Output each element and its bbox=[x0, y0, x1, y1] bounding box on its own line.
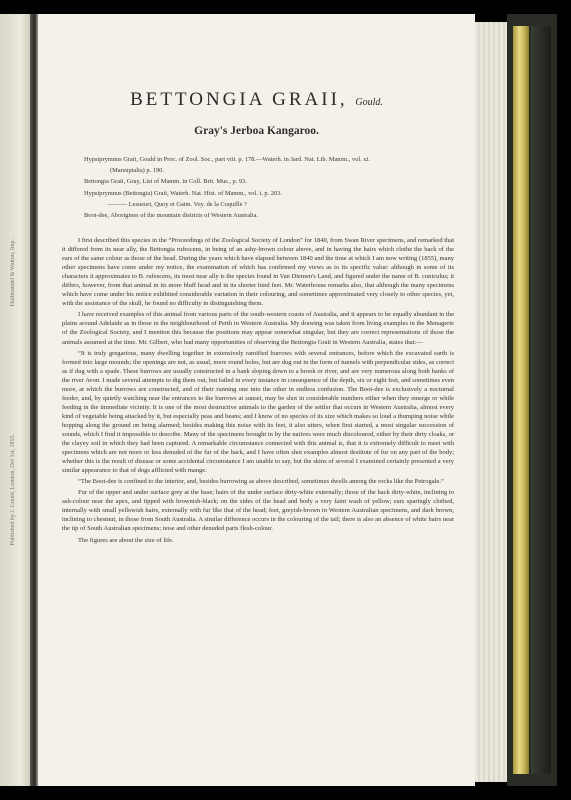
synonym-line: (Marsupialia) p. 190. bbox=[110, 167, 164, 175]
cover-edge bbox=[531, 26, 551, 774]
synonym-line: Boot-dee, Aborigines of the mountain districts of Western Australia. bbox=[84, 212, 259, 220]
synonym-line: Hypsiprymnus Graii, Gould in Proc. of Zool. Soc., part viii. p. 178.—Waterh. in Jard. Nat. Lib. Mamm., vol. xi. bbox=[84, 156, 370, 163]
paragraph: I first described this species in the “Proceedings of the Zoological Society of London” for 1840, from Swan River specimens, and remarked that it differed from its near ally, the Bettongia rufescens, in being of an ashy-brown colour above, and in having the hairs which clothe the back of the ears of the same colour as those of the head. During the years which have elapsed between 1840 and the time at which I am now writing (1855), many other specimens have come under my notice, the examination of which has confirmed my views as to its specific value: although in some of its characters it approximates to B. rufescens, its most near ally is the species found in Van Diemen's Land, and figured under the name of B. cuniculus; it differs, however, from that animal in its more bluff head and in its shorter hind feet. Mr. Waterhouse remarks also, that although the many specimens which have come under his notice exhibited considerable variation in their colouring, and sometimes approximated very closely to other species, yet, with the assistance of the skull, he found no difficulty in distinguishing them. bbox=[62, 237, 454, 308]
printer-note: Hullmandel & Walton, Imp. bbox=[10, 239, 16, 307]
quote-paragraph: “It is truly gregarious, many dwelling together in extensively ramified burrows with several entrances, before which the excavated earth is formed into large mounds; the openings are not, as usual, mere round holes, but are dug out in the form of tunnels with perpendicular sides, as correct as if dug with a spade. These burrows are usually constructed in a bank sloping down to a brook or river, and are very numerous along both banks of the river Avon. I made several attempts to dig them out, but failed in every instance in consequence of the depth, six or eight feet, and sometimes even more, at which the burrows are constructed, and of their running one into the other in endless confusion. The Boot-dee is exclusively a nocturnal feeder, and, by quietly watching near the entrances to the burrows at sunset, may be shot in considerable numbers either when they emerge or while feeding in the immediate vicinity. It is one of the most destructive animals to the garden of the settler that occurs in Western Australia, almost every kind of vegetable being attacked by it, but especially peas and beans; and I know of no species of its size which makes so loud a thumping noise while hopping along the ground on being alarmed; besides making this noise with its feet, it also utters, when first started, a most singular succession of sounds, which I find it impossible to describe. Many of the specimens brought in by the natives were much discoloured, either by their dirty cloaks, or the clayey soil in which they had been captured. A remarkable circumstance connected with this animal is, that it is extremely difficult to meet with specimens which are not more or less denuded of the fur of the back, and I have often shot examples almost destitute of fur on any part of the body; whether this is the result of disease or some accidental circumstance I am unable to say, but the skins of several I examined certainly presented a very similar appearance to that of dogs afflicted with mange. bbox=[62, 349, 454, 475]
paragraph: I have received examples of this animal from various parts of the south-western coasts of Australia, and it appears to be equally abundant in the plains around Adelaide as in those in the neighbourhood of Perth in Western Australia. My drawing was taken from living examples in the Menagerie of the Zoological Society, and I mention this because the positions may appear somewhat singular, but they are correct representations of those the animals assumed at the time. Mr. Gilbert, who had many opportunities of observing the Bettongia Graii in Western Australia, states that:— bbox=[62, 311, 454, 346]
synonym-line: ——— Lesueuri, Quoy et Gaim. Voy. de la Coquille ? bbox=[108, 200, 247, 208]
species-name: BETTONGIA GRAII, bbox=[130, 89, 348, 110]
synonym-line: Hypsiprymnus (Bettongia) Graii, Waterh. Nat. Hist. of Mamm., vol. i. p. 203. bbox=[84, 189, 282, 197]
synonymy-block bbox=[84, 154, 449, 221]
description-paragraph: Fur of the upper and under surface grey at the base; hairs of the under surface dirty-white externally; those of the back dirty-white, inclining to ash-colour near the apex, and tipped with brownish-black; on the sides of the head and body a very faint wash of yellow; ears sparingly clothed, internally with small yellowish hairs, externally with fur like that of the head; feet, greyish-brown in Western Australian specimens, and dark brown, inclining to chestnut, in those from South Australia. A similar difference occurs in the colouring of the tail; there is also an absence of white hairs near the tip of South Australian specimens; nose and other denuded parts flesh-colour. bbox=[62, 489, 454, 533]
page-stack-edges bbox=[475, 22, 508, 782]
synonym-line: Bettongia Graii, Gray, List of Mamm. in Coll. Brit. Mus., p. 93. bbox=[84, 178, 247, 186]
common-name: Gray's Jerboa Kangaroo. bbox=[194, 125, 319, 137]
main-text bbox=[62, 236, 454, 545]
book-gutter bbox=[30, 14, 38, 786]
book-page bbox=[38, 14, 475, 786]
quote-paragraph: “The Boot-dee is confined to the interior, and, besides burrowing as above described, sometimes dwells among the rocks like the Petrogale.” bbox=[78, 478, 444, 486]
closing-paragraph: The figures are about the size of life. bbox=[78, 536, 174, 544]
imprint-note: Published by J. Gould, London, Oct 1st, 1855. bbox=[10, 434, 16, 546]
facing-page-edge bbox=[0, 14, 30, 786]
book-cover bbox=[507, 14, 557, 786]
authority: Gould. bbox=[355, 97, 383, 108]
page-title bbox=[38, 89, 475, 111]
gilt-edge bbox=[513, 26, 529, 774]
